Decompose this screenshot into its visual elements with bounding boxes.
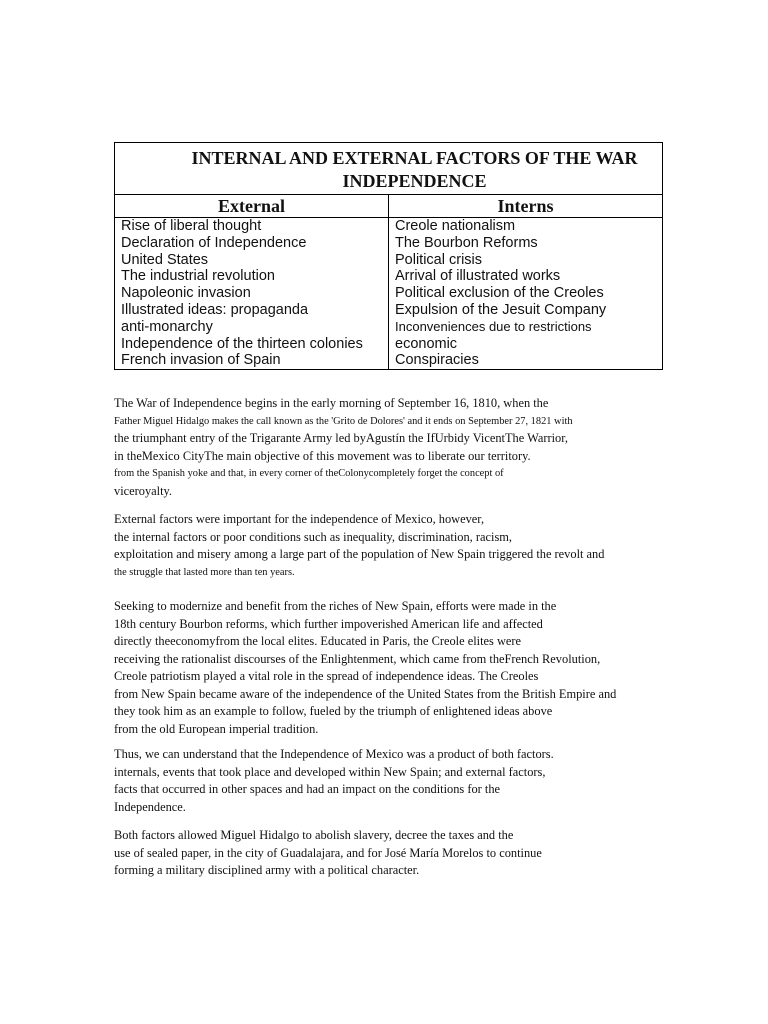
paragraph-line: from New Spain became aware of the independence of the United States from the British Empire and	[114, 686, 617, 701]
paragraph-line: the struggle that lasted more than ten years.	[114, 566, 295, 578]
paragraph-line: the triumphant entry of the Trigarante Army led byAgustín the IfUrbidy VicentThe Warrior,	[114, 431, 568, 445]
paragraph-line: from the Spanish yoke and that, in every corner of theColonycompletely forget the concept of	[114, 468, 504, 479]
paragraph-line: use of sealed paper, in the city of Guadalajara, and for José María Morelos to continue	[114, 845, 542, 860]
paragraph-line: Thus, we can understand that the Independence of Mexico was a product of both factors.	[114, 747, 554, 761]
paragraph-line: Both factors allowed Miguel Hidalgo to abolish slavery, decree the taxes and the	[114, 828, 514, 842]
paragraph-line: The War of Independence begins in the early morning of September 16, 1810, when the	[114, 396, 549, 410]
paragraph-line: receiving the rationalist discourses of the Enlightenment, which came from theFrench Revolution,	[114, 651, 601, 666]
paragraph-line: directly theeconomyfrom the local elites. Educated in Paris, the Creole elites were	[114, 634, 522, 648]
internal-factor-item: Political crisis	[395, 251, 483, 268]
external-factor-item: Independence of the thirteen colonies	[121, 335, 363, 352]
internal-factors-list	[389, 218, 663, 370]
paragraph-line: they took him as an example to follow, fueled by the triumph of enlightened ideas above	[114, 704, 553, 718]
paragraph-3	[114, 598, 674, 738]
paragraph-line: Father Miguel Hidalgo makes the call known as the 'Grito de Dolores' and it ends on September 27, 1821 with	[114, 415, 573, 427]
factors-table	[114, 142, 663, 370]
external-factor-item: anti-monarchy	[121, 318, 213, 335]
table-title-row	[115, 143, 663, 195]
paragraph-line: viceroyalty.	[114, 483, 173, 498]
header-external: External	[115, 195, 389, 218]
table-header-row	[115, 195, 663, 218]
external-factor-item: Illustrated ideas: propaganda	[121, 301, 309, 318]
external-factor-item: The industrial revolution	[121, 268, 275, 285]
internal-factor-item: Arrival of illustrated works	[395, 268, 561, 285]
paragraph-line: Creole patriotism played a vital role in the spread of independence ideas. The Creoles	[114, 669, 539, 683]
paragraph-line: the internal factors or poor conditions such as inequality, discrimination, racism,	[114, 529, 513, 544]
external-factor-item: Rise of liberal thought	[121, 218, 262, 234]
paragraph-1	[114, 395, 674, 500]
paragraph-line: Seeking to modernize and benefit from the riches of New Spain, efforts were made in the	[114, 599, 557, 613]
external-factors-list	[115, 218, 389, 370]
internal-factor-item: economic	[395, 335, 458, 352]
paragraph-line: exploitation and misery among a large part of the population of New Spain triggered the revolt and	[114, 547, 605, 561]
paragraph-line: in theMexico CityThe main objective of this movement was to liberate our territory.	[114, 448, 531, 463]
header-interns: Interns	[389, 195, 663, 218]
internal-factor-item: Creole nationalism	[395, 218, 516, 234]
paragraph-line: facts that occurred in other spaces and had an impact on the conditions for the	[114, 782, 501, 796]
external-factor-item: United States	[121, 251, 209, 268]
table-body-row	[115, 218, 663, 370]
table-title-line-2: INDEPENDENCE	[342, 171, 487, 191]
table-title-line-1: INTERNAL AND EXTERNAL FACTORS OF THE WAR	[191, 148, 638, 168]
paragraph-line: External factors were important for the independence of Mexico, however,	[114, 512, 485, 526]
paragraph-4	[114, 746, 674, 816]
external-factor-item: Napoleonic invasion	[121, 285, 251, 302]
paragraph-line: 18th century Bourbon reforms, which further impoverished American life and affected	[114, 616, 543, 631]
paragraph-line: from the old European imperial tradition.	[114, 721, 319, 736]
paragraph-2	[114, 511, 674, 581]
paragraph-5	[114, 827, 674, 880]
paragraph-line: forming a military disciplined army with a political character.	[114, 863, 420, 877]
table-title	[115, 143, 663, 195]
internal-factor-item: The Bourbon Reforms	[395, 234, 538, 251]
external-factor-item: Declaration of Independence	[121, 234, 307, 251]
internal-factor-item: Conspiracies	[395, 352, 479, 369]
internal-factor-item: Inconveniences due to restrictions	[395, 318, 592, 334]
paragraph-line: Independence.	[114, 799, 186, 814]
internal-factor-item: Expulsion of the Jesuit Company	[395, 301, 607, 318]
internal-factor-item: Political exclusion of the Creoles	[395, 285, 604, 302]
paragraph-line: internals, events that took place and developed within New Spain; and external factors,	[114, 764, 546, 779]
external-factor-item: French invasion of Spain	[121, 352, 281, 369]
